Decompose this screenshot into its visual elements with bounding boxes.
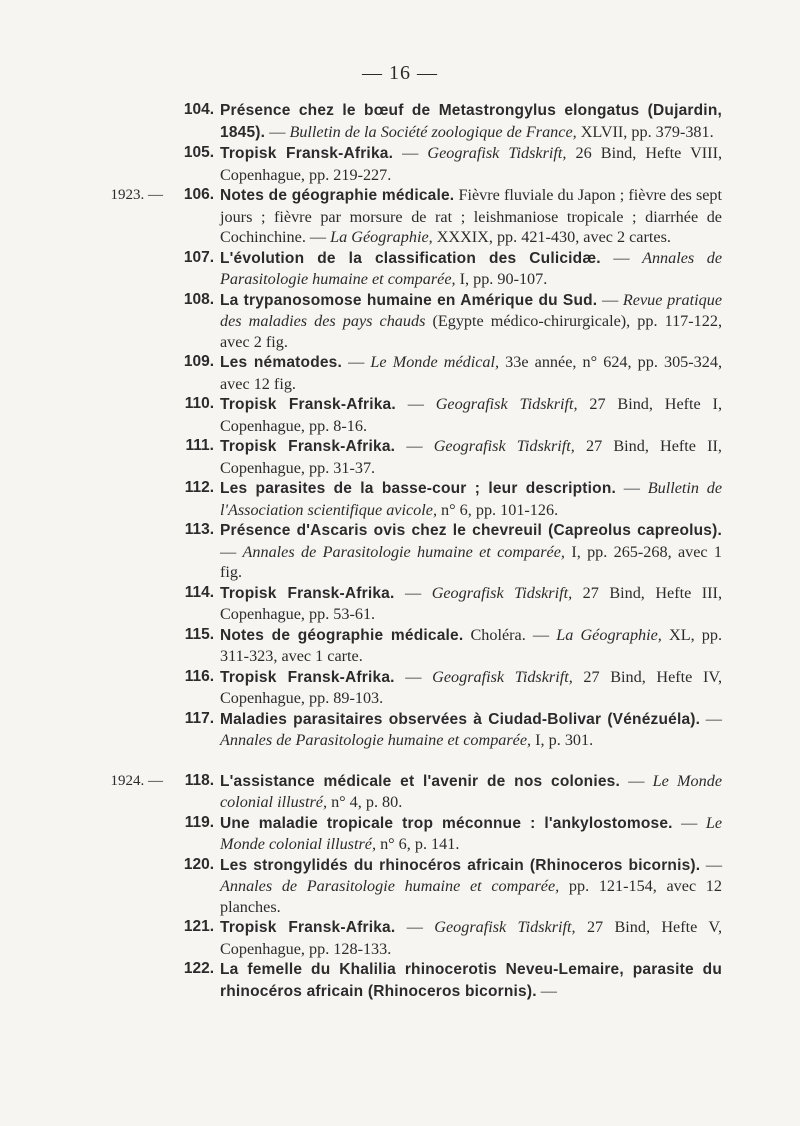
entry-year: 1923. — <box>110 187 163 203</box>
bibliography-entry: 1923. — 106. Notes de géographie médicale. Fièvre fluviale du Japon ; fièvre des sept jours ; fièvre par morsure de rat ; leishmaniose tropicale ; diarrhée de Cochinchine. — La Géographie, XXXIX, pp. 421-430, avec 2 cartes. <box>110 186 723 246</box>
bibliography-entry: 113. Présence d'Ascaris ovis chez le chevreuil (Capreolus capreolus). — Annales de Parasitologie humaine et comparée, I, pp. 265-268, avec 1 fig. <box>184 521 723 581</box>
bibliography-entry: 120. Les strongylidés du rhinocéros africain (Rhinoceros bicornis). — Annales de Parasitologie humaine et comparée, pp. 121-154, avec 12 planches. <box>183 855 723 916</box>
entry-journal: Annales de Parasitologie humaine et comparée, <box>220 248 723 288</box>
entry-title: L'évolution de la classification des Culicidæ. <box>220 249 601 267</box>
entry-title: Notes de géographie médicale. <box>220 187 455 204</box>
entry-details: n° 6, pp. 101-126. <box>441 500 559 519</box>
entry-journal: Le Monde colonial illustré, <box>220 813 723 853</box>
bibliography-entry: 119. Une maladie tropicale trop méconnue : l'ankylostomose. — Le Monde colonial illustré, n° 6, p. 141. <box>184 813 723 853</box>
entry-title: Tropisk Fransk-Afrika. <box>220 668 395 686</box>
entry-number: 116. <box>184 667 214 685</box>
entry-title: Les strongylidés du rhinocéros africain (Rhinoceros bicornis). <box>220 856 701 874</box>
entry-number: 117. <box>184 709 214 727</box>
entry-details: I, p. 301. <box>535 731 594 749</box>
entry-details: I, pp. 265-268, avec 1 fig. <box>220 542 723 581</box>
bibliography-entry: 107. L'évolution de la classification des Culicidæ. — Annales de Parasitologie humaine et comparée, I, pp. 90-107. <box>183 248 723 288</box>
bibliography-entry: 117. Maladies parasitaires observées à Ciudad-Bolivar (Vénézuéla). — Annales de Parasitologie humaine et comparée, I, p. 301. <box>184 709 722 749</box>
bibliography-list <box>0 100 800 1002</box>
entry-year: 1924. — <box>110 772 163 789</box>
bibliography-entry: 105. Tropisk Fransk-Afrika. — Geografisk Tidskrift, 26 Bind, Hefte VIII, Copenhague, pp. 219-227. <box>183 144 723 184</box>
entry-details: XXXIX, pp. 421-430, avec 2 cartes. <box>436 228 671 246</box>
entry-number: 115. <box>184 625 214 643</box>
page-number: — 16 — <box>362 62 438 84</box>
entry-number: 107. <box>183 248 214 266</box>
entry-title: Tropisk Fransk-Afrika. <box>220 919 396 936</box>
entry-journal: Le Monde médical, <box>370 353 500 371</box>
entry-details: 27 Bind, Hefte IV, Copenhague, pp. 89-103. <box>220 667 723 707</box>
entry-number: 108. <box>183 290 214 308</box>
bibliography-entry: 122. La femelle du Khalilia rhinocerotis Neveu-Lemaire, parasite du rhinocéros africain (Rhinoceros bicornis). — <box>183 960 722 1000</box>
entry-title: Les parasites de la basse-cour ; leur description. <box>220 480 617 497</box>
bibliography-entry: 1924. — 118. L'assistance médicale et l'avenir de nos colonies. — Le Monde colonial illustré, n° 4, p. 80. <box>110 771 723 811</box>
entry-journal: Geografisk Tidskrift, <box>427 144 567 162</box>
bibliography-entry: 104. Présence chez le bœuf de Metastrongylus elongatus (Dujardin, 1845). — Bulletin de la Société zoologique de France, XLVII, pp. 379-381. <box>183 101 722 141</box>
entry-title: Les nématodes. <box>220 354 343 371</box>
entry-details: (Egypte médico-chirurgicale), pp. 117-122, avec 2 fig. <box>220 312 722 351</box>
entry-journal: Le Monde colonial illustré, <box>220 771 723 811</box>
entry-journal: Revue pratique des maladies des pays chauds <box>220 290 723 330</box>
entry-journal: Annales de Parasitologie humaine et comparée, <box>220 731 532 749</box>
entry-journal: Geografisk Tidskrift, <box>432 667 573 686</box>
entry-number: 110. <box>184 395 214 412</box>
bibliography-entry: 114. Tropisk Fransk-Afrika. — Geografisk Tidskrift, 27 Bind, Hefte III, Copenhague, pp. 53-61. <box>184 583 722 623</box>
entry-number: 109. <box>183 353 214 370</box>
bibliography-entry: 109. Les nématodes. — Le Monde médical, 33e année, n° 624, pp. 305-324, avec 12 fig. <box>183 353 722 393</box>
entry-number: 105. <box>183 144 214 161</box>
entry-title: Tropisk Fransk-Afrika. <box>220 584 395 602</box>
entry-title: Tropisk Fransk-Afrika. <box>220 438 396 455</box>
entry-details: n° 6, p. 141. <box>380 835 460 853</box>
entry-title: L'assistance médicale et l'avenir de nos colonies. <box>220 772 620 790</box>
entry-details: pp. 121-154, avec 12 planches. <box>220 877 722 916</box>
entry-description: Fièvre fluviale du Japon ; fièvre des sept jours ; fièvre par morsure de rat ; leishmaniose tropicale ; diarrhée de Cochinchine. <box>220 186 723 246</box>
entry-description: Choléra. <box>470 625 526 644</box>
entry-number: 104. <box>183 101 214 118</box>
entry-details: I, pp. 90-107. <box>459 270 548 288</box>
bibliography-entry: 112. Les parasites de la basse-cour ; leur description. — Bulletin de l'Association scientifique avicole, n° 6, pp. 101-126. <box>184 479 723 519</box>
bibliography-entry: 108. La trypanosomose humaine en Amérique du Sud. — Revue pratique des maladies des pays chauds (Egypte médico-chirurgicale), pp. 117-122, avec 2 fig. <box>183 290 723 351</box>
entry-number: 113. <box>184 521 214 538</box>
entry-title: Présence d'Ascaris ovis chez le chevreuil (Capreolus capreolus). <box>220 522 722 539</box>
entry-title: Tropisk Fransk-Afrika. <box>220 145 394 162</box>
entry-number: 118. <box>184 771 214 789</box>
entry-title: Maladies parasitaires observées à Ciudad-Bolivar (Vénézuéla). <box>220 710 701 728</box>
entry-journal: Bulletin de la Société zoologique de France, <box>289 122 577 141</box>
entry-title: Tropisk Fransk-Afrika. <box>220 396 396 413</box>
entry-number: 112. <box>184 479 214 496</box>
entry-details: 26 Bind, Hefte VIII, Copenhague, pp. 219-227. <box>220 144 723 184</box>
entry-details: 27 Bind, Hefte III, Copenhague, pp. 53-61. <box>220 583 722 623</box>
entry-number: 111. <box>185 437 214 454</box>
entry-number: 114. <box>184 583 214 601</box>
entry-title: Une maladie tropicale trop méconnue : l'ankylostomose. <box>220 814 673 832</box>
entry-details: 27 Bind, Hefte V, Copenhague, pp. 128-133. <box>220 918 723 958</box>
bibliography-entry: 115. Notes de géographie médicale. Choléra. — La Géographie, XL, pp. 311-323, avec 1 carte. <box>184 625 722 665</box>
entry-number: 106. <box>183 186 214 203</box>
entry-details: 27 Bind, Hefte I, Copenhague, pp. 8-16. <box>220 395 722 435</box>
bibliography-entry: 116. Tropisk Fransk-Afrika. — Geografisk Tidskrift, 27 Bind, Hefte IV, Copenhague, pp. 89-103. <box>184 667 723 707</box>
entry-details: 27 Bind, Hefte II, Copenhague, pp. 31-37. <box>220 437 722 477</box>
entry-number: 119. <box>184 813 214 831</box>
entry-title: La trypanosomose humaine en Amérique du Sud. <box>220 291 598 309</box>
entry-details: 33e année, n° 624, pp. 305-324, avec 12 fig. <box>220 353 722 393</box>
entry-title: La femelle du Khalilia rhinocerotis Neveu-Lemaire, parasite du rhinocéros africain (Rhinoceros bicornis). <box>220 961 722 1000</box>
entry-journal: Geografisk Tidskrift, <box>431 583 573 602</box>
entry-journal: Annales de Parasitologie humaine et comparée, <box>220 877 560 895</box>
bibliography-entry: 110. Tropisk Fransk-Afrika. — Geografisk Tidskrift, 27 Bind, Hefte I, Copenhague, pp. 8-16. <box>184 395 722 435</box>
entry-journal: La Géographie, <box>556 625 662 644</box>
entry-details: XLVII, pp. 379-381. <box>580 122 714 141</box>
entry-journal: Geografisk Tidskrift, <box>435 395 578 413</box>
bibliography-entry: 121. Tropisk Fransk-Afrika. — Geografisk Tidskrift, 27 Bind, Hefte V, Copenhague, pp. 128-133. <box>183 918 723 958</box>
entry-journal: Bulletin de l'Association scientifique avicole, <box>220 479 723 519</box>
entry-details: n° 4, p. 80. <box>331 793 403 811</box>
entry-journal: La Géographie, <box>330 228 433 246</box>
entry-journal: Annales de Parasitologie humaine et comparée, <box>242 542 565 561</box>
entry-journal: Geografisk Tidskrift, <box>434 918 576 936</box>
entry-journal: Geografisk Tidskrift, <box>433 437 575 455</box>
entry-title: Notes de géographie médicale. <box>220 626 464 644</box>
entry-number: 122. <box>183 960 214 977</box>
entry-title: Présence chez le bœuf de Metastrongylus elongatus (Dujardin, 1845). <box>220 102 722 141</box>
entry-number: 120. <box>183 855 214 873</box>
entry-details: XL, pp. 311-323, avec 1 carte. <box>220 625 722 665</box>
bibliography-entry: 111. Tropisk Fransk-Afrika. — Geografisk Tidskrift, 27 Bind, Hefte II, Copenhague, pp. 31-37. <box>185 437 722 477</box>
entry-number: 121. <box>183 918 214 935</box>
